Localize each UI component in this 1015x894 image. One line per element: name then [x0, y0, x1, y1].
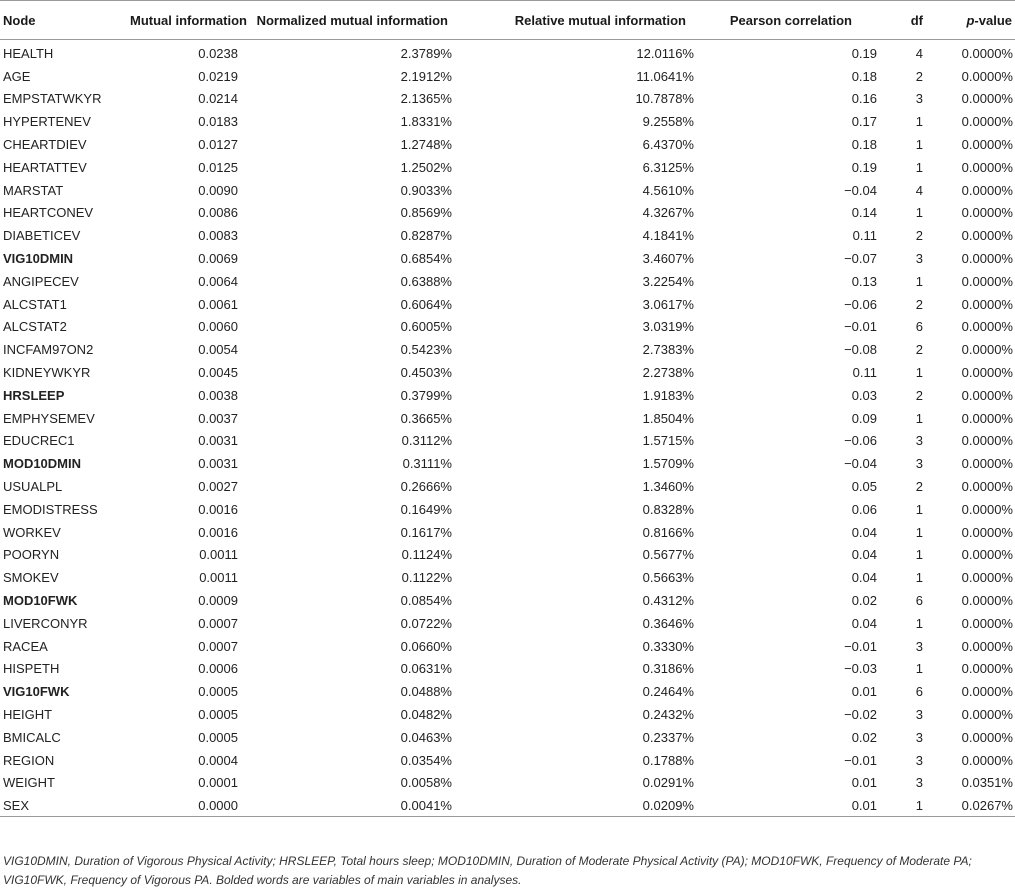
- cell-mutual-information: 0.0031: [198, 456, 238, 472]
- cell-node: RACEA: [3, 638, 48, 654]
- cell-df: 6: [915, 684, 923, 700]
- cell-mutual-information: 0.0214: [198, 91, 238, 107]
- cell-pearson-correlation: −0.08: [844, 342, 877, 358]
- table-row: [0, 316, 1015, 339]
- table-row: [0, 430, 1015, 453]
- cell-df: 1: [915, 114, 923, 130]
- cell-p-value: 0.0000%: [961, 387, 1013, 403]
- cell-relative-mutual-information: 2.2738%: [642, 365, 694, 381]
- cell-relative-mutual-information: 0.3646%: [642, 615, 694, 631]
- cell-mutual-information: 0.0027: [198, 479, 238, 495]
- cell-node: ALCSTAT2: [3, 319, 67, 335]
- cell-df: 6: [915, 593, 923, 609]
- table-row: [0, 40, 1015, 65]
- cell-relative-mutual-information: 3.4607%: [642, 251, 694, 267]
- table-row: [0, 566, 1015, 589]
- cell-pearson-correlation: 0.13: [851, 273, 877, 289]
- table-row: [0, 521, 1015, 544]
- table-row: [0, 224, 1015, 247]
- cell-pearson-correlation: 0.19: [851, 45, 877, 61]
- table-row: [0, 658, 1015, 681]
- cell-mutual-information: 0.0011: [199, 547, 238, 563]
- cell-df: 3: [915, 91, 923, 107]
- table-row: [0, 247, 1015, 270]
- cell-df: 3: [915, 729, 923, 745]
- cell-normalized-mutual-information: 1.2748%: [400, 137, 452, 153]
- cell-relative-mutual-information: 0.8328%: [642, 501, 694, 517]
- cell-pearson-correlation: 0.01: [720, 794, 879, 817]
- cell-p-value: 0.0000%: [961, 342, 1013, 358]
- cell-p-value: 0.0000%: [961, 68, 1013, 84]
- cell-pearson-correlation: 0.01: [851, 684, 877, 700]
- cell-mutual-information: 0.0011: [199, 570, 238, 586]
- cell-normalized-mutual-information: 0.0722%: [400, 615, 452, 631]
- header-relative-mutual-information: Relative mutual information: [470, 1, 720, 40]
- cell-node: EMPSTATWKYR: [3, 91, 102, 107]
- cell-relative-mutual-information: 0.3186%: [642, 661, 694, 677]
- cell-relative-mutual-information: 4.3267%: [642, 205, 694, 221]
- cell-normalized-mutual-information: 0.3112%: [401, 433, 452, 449]
- cell-mutual-information: 0.0061: [198, 296, 238, 312]
- cell-pearson-correlation: 0.18: [851, 137, 877, 153]
- cell-df: 1: [915, 570, 923, 586]
- cell-normalized-mutual-information: 0.0482%: [400, 707, 452, 722]
- cell-relative-mutual-information: 4.5610%: [642, 182, 694, 198]
- cell-pearson-correlation: −0.02: [844, 707, 877, 722]
- cell-mutual-information: 0.0016: [198, 524, 238, 540]
- cell-mutual-information: 0.0069: [198, 251, 238, 267]
- cell-df: 3: [915, 752, 923, 768]
- cell-mutual-information: 0.0005: [198, 707, 238, 722]
- table-row: [0, 589, 1015, 612]
- cell-df: 1: [915, 273, 923, 289]
- cell-node: HISPETH: [3, 661, 60, 677]
- cell-node: POORYN: [3, 547, 60, 563]
- cell-pearson-correlation: 0.06: [851, 501, 877, 517]
- cell-p-value: 0.0000%: [961, 593, 1013, 609]
- cell-normalized-mutual-information: 0.1124%: [401, 547, 452, 563]
- cell-mutual-information: 0.0038: [198, 387, 238, 403]
- cell-node: EMODISTRESS: [3, 501, 98, 517]
- cell-p-value: 0.0000%: [961, 684, 1013, 700]
- cell-p-value: 0.0351%: [961, 775, 1013, 791]
- cell-relative-mutual-information: 0.5663%: [642, 570, 694, 586]
- cell-node: KIDNEYWKYR: [3, 365, 91, 381]
- cell-normalized-mutual-information: 0.3665%: [400, 410, 452, 426]
- cell-p-value: 0.0000%: [961, 296, 1013, 312]
- cell-relative-mutual-information: 0.2432%: [642, 707, 694, 722]
- cell-relative-mutual-information: 0.1788%: [642, 752, 694, 768]
- cell-node: VIG10DMIN: [3, 251, 74, 267]
- cell-node: SEX: [0, 794, 130, 817]
- cell-p-value: 0.0000%: [961, 251, 1013, 267]
- cell-relative-mutual-information: 0.0291%: [642, 775, 694, 791]
- cell-pearson-correlation: 0.04: [851, 524, 877, 540]
- cell-p-value: 0.0000%: [961, 45, 1013, 61]
- cell-normalized-mutual-information: 2.1912%: [400, 68, 452, 84]
- header-mutual-information: Mutual information: [130, 1, 238, 40]
- cell-node: DIABETICEV: [3, 228, 81, 244]
- cell-normalized-mutual-information: 2.3789%: [400, 45, 452, 61]
- cell-node: AGE: [3, 68, 31, 84]
- cell-normalized-mutual-information: 0.5423%: [400, 342, 452, 358]
- cell-df: 2: [915, 342, 923, 358]
- table-row: [0, 407, 1015, 430]
- cell-pearson-correlation: −0.01: [844, 752, 877, 768]
- cell-mutual-information: 0.0001: [198, 775, 238, 791]
- cell-p-value: 0.0000%: [961, 205, 1013, 221]
- cell-p-value: 0.0000%: [961, 479, 1013, 495]
- table-footnote: [3, 852, 1011, 890]
- cell-pearson-correlation: 0.03: [851, 387, 877, 403]
- table-row: [0, 726, 1015, 749]
- cell-relative-mutual-information: 2.7383%: [642, 342, 694, 358]
- cell-p-value: 0.0000%: [961, 729, 1013, 745]
- cell-df: 4: [915, 182, 923, 198]
- cell-mutual-information: 0.0005: [198, 729, 238, 745]
- cell-mutual-information: 0.0083: [198, 228, 238, 244]
- cell-pearson-correlation: 0.18: [851, 68, 877, 84]
- table-row: [0, 635, 1015, 658]
- cell-normalized-mutual-information: 0.0631%: [400, 661, 452, 677]
- cell-mutual-information: 0.0086: [198, 205, 238, 221]
- cell-df: 2: [915, 479, 923, 495]
- header-p-suffix: -value: [974, 12, 1012, 28]
- cell-pearson-correlation: −0.01: [844, 319, 877, 335]
- cell-normalized-mutual-information: 0.8287%: [400, 228, 452, 244]
- cell-mutual-information: 0.0127: [198, 137, 238, 153]
- cell-mutual-information: 0.0000: [130, 794, 238, 817]
- table-row: [0, 680, 1015, 703]
- cell-normalized-mutual-information: 0.4503%: [400, 365, 452, 381]
- cell-df: 1: [915, 159, 923, 175]
- cell-relative-mutual-information: 0.2464%: [642, 684, 694, 700]
- cell-node: ANGIPECEV: [3, 273, 79, 289]
- cell-df: 2: [915, 387, 923, 403]
- cell-relative-mutual-information: 0.3330%: [642, 638, 694, 654]
- cell-mutual-information: 0.0004: [198, 752, 238, 768]
- cell-node: HEIGHT: [3, 707, 53, 722]
- cell-mutual-information: 0.0045: [198, 365, 238, 381]
- cell-node: HEALTH: [3, 45, 54, 61]
- cell-p-value: 0.0000%: [961, 228, 1013, 244]
- cell-node: BMICALC: [3, 729, 61, 745]
- cell-df: 3: [915, 433, 923, 449]
- cell-df: 1: [915, 524, 923, 540]
- cell-pearson-correlation: 0.01: [851, 775, 877, 791]
- cell-normalized-mutual-information: 0.6005%: [400, 319, 452, 335]
- cell-relative-mutual-information: 3.0319%: [642, 319, 694, 335]
- cell-pearson-correlation: −0.04: [844, 456, 877, 472]
- table-body: [0, 40, 1015, 817]
- cell-pearson-correlation: −0.03: [844, 661, 877, 677]
- cell-relative-mutual-information: 6.4370%: [642, 137, 694, 153]
- cell-relative-mutual-information: 1.8504%: [642, 410, 694, 426]
- cell-df: 1: [915, 410, 923, 426]
- cell-node: MARSTAT: [3, 182, 64, 198]
- cell-p-value: 0.0000%: [961, 456, 1013, 472]
- cell-node: HEARTATTEV: [3, 159, 87, 175]
- cell-relative-mutual-information: 10.7878%: [635, 91, 694, 107]
- cell-p-value: 0.0000%: [961, 615, 1013, 631]
- cell-node: CHEARTDIEV: [3, 137, 87, 153]
- cell-mutual-information: 0.0007: [198, 615, 238, 631]
- cell-normalized-mutual-information: 0.3111%: [402, 456, 452, 472]
- cell-p-value: 0.0000%: [961, 410, 1013, 426]
- cell-pearson-correlation: 0.17: [851, 114, 877, 130]
- cell-mutual-information: 0.0238: [198, 45, 238, 61]
- cell-normalized-mutual-information: 0.1122%: [401, 570, 452, 586]
- cell-normalized-mutual-information: 0.0660%: [400, 638, 452, 654]
- cell-df: 3: [915, 456, 923, 472]
- cell-p-value: 0.0000%: [961, 159, 1013, 175]
- cell-normalized-mutual-information: 0.0354%: [400, 752, 452, 768]
- cell-p-value: 0.0000%: [961, 524, 1013, 540]
- cell-normalized-mutual-information: 0.0058%: [400, 775, 452, 791]
- cell-p-value: 0.0000%: [961, 137, 1013, 153]
- cell-df: 3: [915, 251, 923, 267]
- footnote-line-1: VIG10DMIN, Duration of Vigorous Physical Activity; HRSLEEP, Total hours sleep; MOD10DMIN, Duration of Moderate Physical Activity (PA); MOD10FWK, Frequency of Moderate PA;: [3, 854, 972, 868]
- cell-node: ALCSTAT1: [3, 296, 67, 312]
- table-row: [0, 270, 1015, 293]
- table-row: [0, 338, 1015, 361]
- cell-node: MOD10DMIN: [3, 456, 82, 472]
- cell-normalized-mutual-information: 0.6064%: [400, 296, 452, 312]
- table-row: [0, 179, 1015, 202]
- cell-pearson-correlation: 0.05: [851, 479, 877, 495]
- table-row: [0, 703, 1015, 726]
- cell-df: 2: [915, 296, 923, 312]
- cell-p-value: 0.0000%: [961, 707, 1013, 722]
- header-pearson-correlation: Pearson correlation: [720, 1, 879, 40]
- footnote-line-2: VIG10FWK, Frequency of Vigorous PA. Bolded words are variables of main variables in analyses.: [3, 873, 522, 887]
- cell-relative-mutual-information: 9.2558%: [642, 114, 694, 130]
- cell-df: 3: [915, 707, 923, 722]
- cell-mutual-information: 0.0037: [198, 410, 238, 426]
- cell-node: VIG10FWK: [3, 684, 70, 700]
- header-p-value: [934, 1, 1015, 40]
- cell-p-value: 0.0000%: [961, 365, 1013, 381]
- table-row: [0, 772, 1015, 795]
- cell-relative-mutual-information: 0.2337%: [642, 729, 694, 745]
- cell-normalized-mutual-information: 0.1617%: [400, 524, 452, 540]
- cell-node: SMOKEV: [3, 570, 59, 586]
- cell-normalized-mutual-information: 0.0854%: [400, 593, 452, 609]
- cell-pearson-correlation: 0.04: [851, 615, 877, 631]
- table-row: [0, 384, 1015, 407]
- cell-df: 1: [915, 501, 923, 517]
- cell-pearson-correlation: 0.16: [851, 91, 877, 107]
- table-row: [0, 110, 1015, 133]
- cell-node: EMPHYSEMEV: [3, 410, 95, 426]
- cell-normalized-mutual-information: 0.9033%: [400, 182, 452, 198]
- cell-mutual-information: 0.0009: [198, 593, 238, 609]
- cell-normalized-mutual-information: 0.6388%: [400, 273, 452, 289]
- cell-node: INCFAM97ON2: [3, 342, 94, 358]
- cell-p-value: 0.0000%: [961, 661, 1013, 677]
- cell-normalized-mutual-information: 1.8331%: [400, 114, 452, 130]
- cell-mutual-information: 0.0090: [198, 182, 238, 198]
- cell-normalized-mutual-information: 0.3799%: [400, 387, 452, 403]
- table-row: [0, 156, 1015, 179]
- cell-mutual-information: 0.0060: [198, 319, 238, 335]
- table-row: [0, 293, 1015, 316]
- cell-pearson-correlation: −0.06: [844, 433, 877, 449]
- header-node: Node: [0, 1, 130, 40]
- cell-mutual-information: 0.0125: [198, 159, 238, 175]
- cell-mutual-information: 0.0064: [198, 273, 238, 289]
- cell-df: 3: [915, 775, 923, 791]
- cell-df: 3: [915, 638, 923, 654]
- cell-p-value: 0.0000%: [961, 638, 1013, 654]
- cell-df: 4: [915, 45, 923, 61]
- cell-p-value: 0.0000%: [961, 319, 1013, 335]
- cell-p-value: 0.0000%: [961, 570, 1013, 586]
- cell-node: WORKEV: [3, 524, 61, 540]
- table-row: [0, 88, 1015, 111]
- cell-df: 1: [915, 365, 923, 381]
- table-row: [0, 498, 1015, 521]
- cell-relative-mutual-information: 1.5709%: [642, 456, 694, 472]
- table-row: [0, 452, 1015, 475]
- cell-pearson-correlation: 0.19: [851, 159, 877, 175]
- cell-pearson-correlation: 0.04: [851, 547, 877, 563]
- cell-df: 2: [915, 228, 923, 244]
- cell-relative-mutual-information: 6.3125%: [642, 159, 694, 175]
- cell-relative-mutual-information: 0.5677%: [642, 547, 694, 563]
- cell-mutual-information: 0.0031: [198, 433, 238, 449]
- table-row: [0, 749, 1015, 772]
- cell-p-value: 0.0000%: [961, 547, 1013, 563]
- cell-relative-mutual-information: 1.9183%: [642, 387, 694, 403]
- cell-df: 1: [915, 615, 923, 631]
- cell-normalized-mutual-information: 2.1365%: [400, 91, 452, 107]
- cell-pearson-correlation: 0.09: [851, 410, 877, 426]
- cell-relative-mutual-information: 1.3460%: [642, 479, 694, 495]
- table-row: [0, 361, 1015, 384]
- cell-df: 1: [915, 205, 923, 221]
- cell-df: 6: [915, 319, 923, 335]
- cell-relative-mutual-information: 0.8166%: [642, 524, 694, 540]
- cell-normalized-mutual-information: 0.2666%: [400, 479, 452, 495]
- cell-p-value: 0.0000%: [961, 182, 1013, 198]
- cell-pearson-correlation: −0.07: [844, 251, 877, 267]
- header-df: df: [879, 1, 934, 40]
- cell-node: EDUCREC1: [3, 433, 75, 449]
- cell-normalized-mutual-information: 0.8569%: [400, 205, 452, 221]
- table-row: [0, 133, 1015, 156]
- cell-df: 1: [915, 137, 923, 153]
- cell-relative-mutual-information: 3.0617%: [642, 296, 694, 312]
- cell-relative-mutual-information: 1.5715%: [642, 433, 694, 449]
- cell-p-value: 0.0000%: [961, 752, 1013, 768]
- header-p-italic: p: [966, 12, 975, 28]
- cell-node: WEIGHT: [3, 775, 55, 791]
- cell-df: 2: [915, 68, 923, 84]
- cell-pearson-correlation: 0.14: [851, 205, 877, 221]
- cell-mutual-information: 0.0183: [198, 114, 238, 130]
- cell-relative-mutual-information: 4.1841%: [642, 228, 694, 244]
- cell-relative-mutual-information: 0.0209%: [470, 794, 720, 817]
- table-row: [0, 65, 1015, 88]
- cell-p-value: 0.0000%: [961, 433, 1013, 449]
- table-row: [0, 544, 1015, 567]
- table-row: [0, 202, 1015, 225]
- cell-pearson-correlation: −0.01: [844, 638, 877, 654]
- cell-pearson-correlation: 0.11: [852, 365, 877, 381]
- cell-df: 1: [915, 661, 923, 677]
- cell-normalized-mutual-information: 0.0488%: [400, 684, 452, 700]
- cell-relative-mutual-information: 12.0116%: [636, 45, 694, 61]
- cell-node: HRSLEEP: [3, 387, 65, 403]
- cell-df: 1: [879, 794, 934, 817]
- cell-p-value: 0.0267%: [934, 794, 1015, 817]
- cell-relative-mutual-information: 3.2254%: [642, 273, 694, 289]
- header-row: [0, 1, 1015, 40]
- cell-p-value: 0.0000%: [961, 501, 1013, 517]
- cell-normalized-mutual-information: 0.1649%: [400, 501, 452, 517]
- cell-node: HYPERTENEV: [3, 114, 91, 130]
- cell-mutual-information: 0.0016: [198, 501, 238, 517]
- cell-mutual-information: 0.0219: [198, 68, 238, 84]
- cell-p-value: 0.0000%: [961, 91, 1013, 107]
- cell-pearson-correlation: 0.02: [851, 729, 877, 745]
- cell-normalized-mutual-information: 0.0463%: [400, 729, 452, 745]
- cell-normalized-mutual-information: 0.6854%: [400, 251, 452, 267]
- cell-mutual-information: 0.0006: [198, 661, 238, 677]
- cell-df: 1: [915, 547, 923, 563]
- table-row: [0, 794, 1015, 817]
- cell-node: REGION: [3, 752, 55, 768]
- cell-mutual-information: 0.0054: [198, 342, 238, 358]
- table-row: [0, 475, 1015, 498]
- cell-node: USUALPL: [3, 479, 63, 495]
- cell-pearson-correlation: −0.06: [844, 296, 877, 312]
- cell-node: LIVERCONYR: [3, 615, 88, 631]
- cell-pearson-correlation: 0.04: [851, 570, 877, 586]
- cell-pearson-correlation: 0.02: [851, 593, 877, 609]
- cell-relative-mutual-information: 11.0641%: [636, 68, 694, 84]
- cell-mutual-information: 0.0005: [198, 684, 238, 700]
- cell-pearson-correlation: 0.11: [852, 228, 877, 244]
- cell-node: HEARTCONEV: [3, 205, 94, 221]
- cell-mutual-information: 0.0007: [198, 638, 238, 654]
- cell-pearson-correlation: −0.04: [844, 182, 877, 198]
- cell-normalized-mutual-information: 1.2502%: [400, 159, 452, 175]
- cell-p-value: 0.0000%: [961, 114, 1013, 130]
- cell-relative-mutual-information: 0.4312%: [642, 593, 694, 609]
- table-row: [0, 612, 1015, 635]
- cell-normalized-mutual-information: 0.0041%: [238, 794, 470, 817]
- cell-node: MOD10FWK: [3, 593, 78, 609]
- header-normalized-mutual-information: Normalized mutual information: [238, 1, 470, 40]
- cell-p-value: 0.0000%: [961, 273, 1013, 289]
